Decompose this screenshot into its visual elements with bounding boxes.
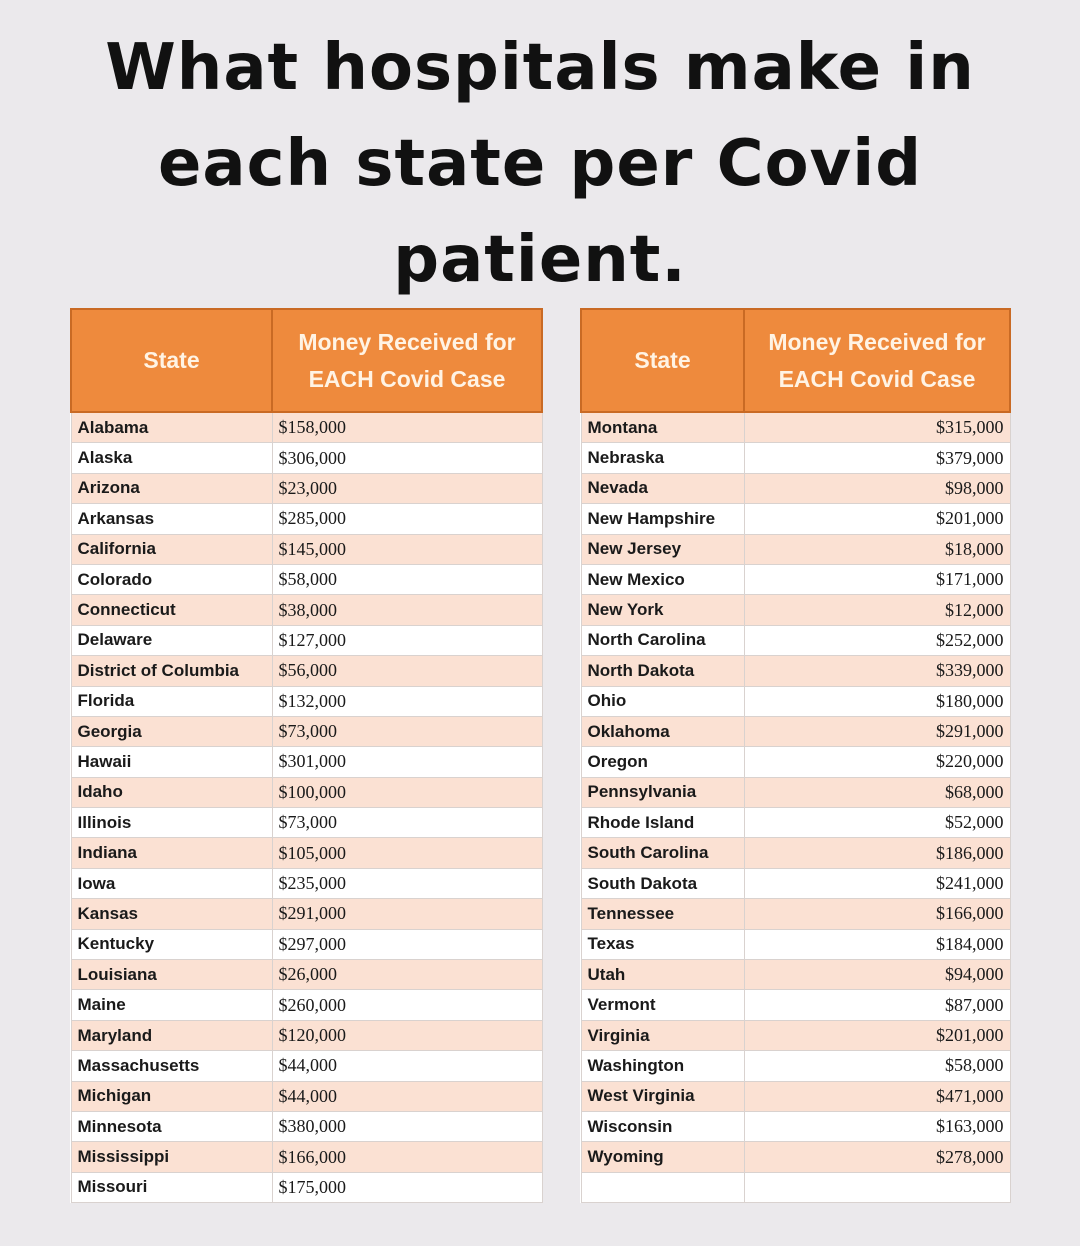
money-amount-cell: $132,000 xyxy=(272,686,542,716)
money-amount-cell: $58,000 xyxy=(272,564,542,594)
state-name-cell: Illinois xyxy=(71,808,272,838)
money-amount-cell: $301,000 xyxy=(272,747,542,777)
state-name-cell: Missouri xyxy=(71,1172,272,1202)
state-name-cell: District of Columbia xyxy=(71,656,272,686)
money-amount-cell: $186,000 xyxy=(744,838,1010,868)
money-amount-cell: $175,000 xyxy=(272,1172,542,1202)
money-amount-cell: $23,000 xyxy=(272,473,542,503)
title-line-2: each state per Covid xyxy=(158,127,922,201)
empty-cell xyxy=(581,1172,744,1202)
table-row xyxy=(71,868,542,898)
table-row xyxy=(581,686,1010,716)
state-name-cell: New York xyxy=(581,595,744,625)
money-amount-cell: $44,000 xyxy=(272,1051,542,1081)
right-table-header-row xyxy=(581,309,1010,412)
title-line-1: What hospitals make in xyxy=(105,31,975,105)
money-amount-cell: $285,000 xyxy=(272,504,542,534)
money-amount-cell: $297,000 xyxy=(272,929,542,959)
state-name-cell: West Virginia xyxy=(581,1081,744,1111)
state-name-cell: Delaware xyxy=(71,625,272,655)
table-row xyxy=(581,1051,1010,1081)
table-row xyxy=(71,990,542,1020)
money-amount-cell: $163,000 xyxy=(744,1111,1010,1141)
money-amount-cell: $380,000 xyxy=(272,1111,542,1141)
money-amount-cell: $105,000 xyxy=(272,838,542,868)
table-row xyxy=(71,1081,542,1111)
table-row xyxy=(71,1051,542,1081)
money-amount-cell: $158,000 xyxy=(272,412,542,443)
table-row xyxy=(581,808,1010,838)
state-name-cell: South Dakota xyxy=(581,868,744,898)
state-column-header: State xyxy=(581,309,744,412)
table-row xyxy=(71,412,542,443)
money-amount-cell: $291,000 xyxy=(744,716,1010,746)
empty-cell xyxy=(744,1172,1010,1202)
money-amount-cell: $220,000 xyxy=(744,747,1010,777)
table-row xyxy=(71,1142,542,1172)
state-name-cell: Minnesota xyxy=(71,1111,272,1141)
money-amount-cell: $68,000 xyxy=(744,777,1010,807)
money-amount-cell: $471,000 xyxy=(744,1081,1010,1111)
money-amount-cell: $166,000 xyxy=(744,899,1010,929)
state-name-cell: Texas xyxy=(581,929,744,959)
right-table xyxy=(580,308,1011,1203)
table-row xyxy=(581,504,1010,534)
table-row xyxy=(581,1111,1010,1141)
table-row xyxy=(581,412,1010,443)
state-name-cell: Mississippi xyxy=(71,1142,272,1172)
money-amount-cell: $201,000 xyxy=(744,504,1010,534)
table-row xyxy=(71,564,542,594)
money-amount-cell: $201,000 xyxy=(744,1020,1010,1050)
state-name-cell: Iowa xyxy=(71,868,272,898)
state-name-cell: North Carolina xyxy=(581,625,744,655)
money-amount-cell: $235,000 xyxy=(272,868,542,898)
state-name-cell: North Dakota xyxy=(581,656,744,686)
table-row xyxy=(71,656,542,686)
money-amount-cell: $315,000 xyxy=(744,412,1010,443)
state-name-cell: Tennessee xyxy=(581,899,744,929)
table-row xyxy=(71,534,542,564)
state-name-cell: Maryland xyxy=(71,1020,272,1050)
state-name-cell: Pennsylvania xyxy=(581,777,744,807)
state-name-cell: Arkansas xyxy=(71,504,272,534)
state-name-cell: Colorado xyxy=(71,564,272,594)
money-amount-cell: $145,000 xyxy=(272,534,542,564)
state-name-cell: Idaho xyxy=(71,777,272,807)
table-row xyxy=(71,929,542,959)
table-row xyxy=(581,625,1010,655)
money-header-line-1: Money Received for xyxy=(298,328,516,355)
money-amount-cell: $58,000 xyxy=(744,1051,1010,1081)
table-row xyxy=(71,808,542,838)
money-amount-cell: $44,000 xyxy=(272,1081,542,1111)
table-row xyxy=(581,1142,1010,1172)
table-row xyxy=(71,443,542,473)
table-row xyxy=(581,929,1010,959)
table-row xyxy=(581,1020,1010,1050)
title-line-3: patient. xyxy=(393,223,687,297)
state-name-cell: Virginia xyxy=(581,1020,744,1050)
table-row xyxy=(71,473,542,503)
money-amount-cell: $306,000 xyxy=(272,443,542,473)
money-amount-cell: $171,000 xyxy=(744,564,1010,594)
table-row xyxy=(581,564,1010,594)
state-name-cell: California xyxy=(71,534,272,564)
left-table-header-row xyxy=(71,309,542,412)
state-name-cell: Florida xyxy=(71,686,272,716)
table-row xyxy=(71,838,542,868)
state-name-cell: Kansas xyxy=(71,899,272,929)
state-name-cell: South Carolina xyxy=(581,838,744,868)
money-amount-cell: $38,000 xyxy=(272,595,542,625)
state-name-cell: Rhode Island xyxy=(581,808,744,838)
money-amount-cell: $52,000 xyxy=(744,808,1010,838)
table-row xyxy=(71,960,542,990)
state-name-cell: Utah xyxy=(581,960,744,990)
left-table xyxy=(70,308,543,1203)
table-row xyxy=(581,747,1010,777)
table-row xyxy=(581,960,1010,990)
state-name-cell: Nevada xyxy=(581,473,744,503)
money-amount-cell: $12,000 xyxy=(744,595,1010,625)
money-amount-cell: $26,000 xyxy=(272,960,542,990)
money-amount-cell: $166,000 xyxy=(272,1142,542,1172)
money-amount-cell: $120,000 xyxy=(272,1020,542,1050)
state-name-cell: New Mexico xyxy=(581,564,744,594)
table-row xyxy=(581,595,1010,625)
table-row xyxy=(581,990,1010,1020)
state-name-cell: Washington xyxy=(581,1051,744,1081)
table-row xyxy=(71,625,542,655)
table-row xyxy=(71,504,542,534)
money-amount-cell: $184,000 xyxy=(744,929,1010,959)
money-amount-cell: $56,000 xyxy=(272,656,542,686)
table-row xyxy=(71,595,542,625)
money-amount-cell: $73,000 xyxy=(272,716,542,746)
money-amount-cell: $379,000 xyxy=(744,443,1010,473)
money-column-header xyxy=(744,309,1010,412)
table-row xyxy=(581,868,1010,898)
table-row xyxy=(581,473,1010,503)
state-name-cell: Maine xyxy=(71,990,272,1020)
state-name-cell: Hawaii xyxy=(71,747,272,777)
money-amount-cell: $87,000 xyxy=(744,990,1010,1020)
state-name-cell: Oklahoma xyxy=(581,716,744,746)
money-amount-cell: $241,000 xyxy=(744,868,1010,898)
table-row xyxy=(71,777,542,807)
money-amount-cell: $339,000 xyxy=(744,656,1010,686)
state-name-cell: Alaska xyxy=(71,443,272,473)
table-row xyxy=(71,747,542,777)
table-row xyxy=(581,899,1010,929)
state-name-cell: Georgia xyxy=(71,716,272,746)
money-header-line-1: Money Received for xyxy=(768,328,986,355)
money-amount-cell: $127,000 xyxy=(272,625,542,655)
state-name-cell: Nebraska xyxy=(581,443,744,473)
state-name-cell: Alabama xyxy=(71,412,272,443)
state-column-header: State xyxy=(71,309,272,412)
page-title xyxy=(0,20,1080,308)
state-name-cell: Montana xyxy=(581,412,744,443)
state-name-cell: Louisiana xyxy=(71,960,272,990)
table-row xyxy=(581,534,1010,564)
state-name-cell: Indiana xyxy=(71,838,272,868)
state-name-cell: Massachusetts xyxy=(71,1051,272,1081)
money-column-header xyxy=(272,309,542,412)
state-name-cell: New Hampshire xyxy=(581,504,744,534)
state-name-cell: Connecticut xyxy=(71,595,272,625)
money-amount-cell: $278,000 xyxy=(744,1142,1010,1172)
money-amount-cell: $98,000 xyxy=(744,473,1010,503)
state-name-cell: Michigan xyxy=(71,1081,272,1111)
state-name-cell: Kentucky xyxy=(71,929,272,959)
state-name-cell: Ohio xyxy=(581,686,744,716)
table-row xyxy=(581,838,1010,868)
money-amount-cell: $94,000 xyxy=(744,960,1010,990)
table-row xyxy=(581,443,1010,473)
table-row xyxy=(71,1111,542,1141)
left-table-body xyxy=(71,412,542,1203)
money-amount-cell: $252,000 xyxy=(744,625,1010,655)
state-name-cell: Vermont xyxy=(581,990,744,1020)
state-name-cell: Oregon xyxy=(581,747,744,777)
money-amount-cell: $100,000 xyxy=(272,777,542,807)
table-row xyxy=(581,777,1010,807)
money-amount-cell: $291,000 xyxy=(272,899,542,929)
state-name-cell: Wisconsin xyxy=(581,1111,744,1141)
empty-table-row xyxy=(581,1172,1010,1202)
table-row xyxy=(71,1172,542,1202)
money-amount-cell: $260,000 xyxy=(272,990,542,1020)
table-row xyxy=(581,1081,1010,1111)
table-row xyxy=(581,656,1010,686)
right-table-body xyxy=(581,412,1010,1203)
money-amount-cell: $73,000 xyxy=(272,808,542,838)
state-name-cell: Arizona xyxy=(71,473,272,503)
table-row xyxy=(71,899,542,929)
money-header-line-2: EACH Covid Case xyxy=(308,365,506,392)
table-row xyxy=(71,1020,542,1050)
money-amount-cell: $180,000 xyxy=(744,686,1010,716)
state-name-cell: Wyoming xyxy=(581,1142,744,1172)
money-amount-cell: $18,000 xyxy=(744,534,1010,564)
table-row xyxy=(71,686,542,716)
state-name-cell: New Jersey xyxy=(581,534,744,564)
table-row xyxy=(71,716,542,746)
table-row xyxy=(581,716,1010,746)
money-header-line-2: EACH Covid Case xyxy=(778,365,976,392)
